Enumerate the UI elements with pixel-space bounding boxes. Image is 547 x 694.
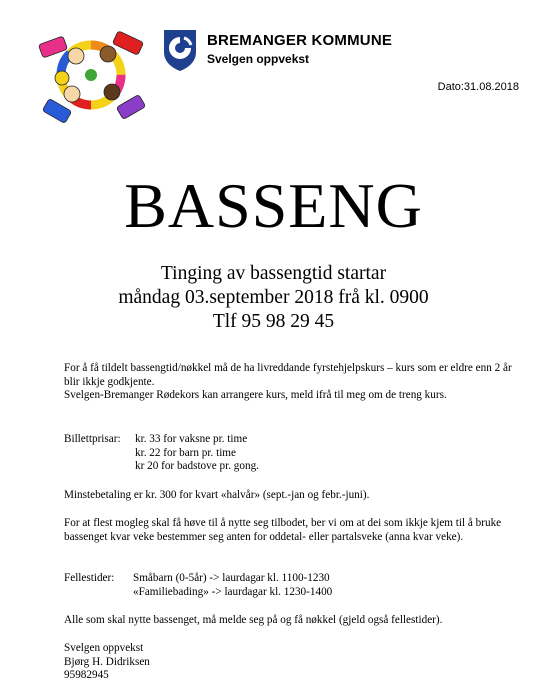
prices-list — [135, 433, 259, 474]
municipal-crest-icon — [162, 28, 198, 72]
intro-course-info: Svelgen-Bremanger Rødekors kan arrangere kurs, meld ifrå til meg om de treng kurs. — [64, 389, 447, 402]
common-times-list — [133, 572, 332, 599]
common-time-item: Småbarn (0-5år) -> laurdagar kl. 1100-1230 — [133, 572, 330, 584]
minimum-payment: Minstebetaling er kr. 300 for kvart «halvår» (sept.-jan og febr.-juni). — [64, 489, 370, 501]
common-time-item: «Familiebading» -> laurdagar kl. 1230-1400 — [133, 585, 333, 598]
signature-name: Bjørg H. Didriksen — [64, 655, 150, 668]
registration-notice: Alle som skal nytte bassenget, må melde seg på og få nøkkel (gjeld også fellestider). — [64, 614, 443, 626]
headline-line: Tinging av bassengtid startar — [160, 263, 387, 284]
headline-line: måndag 03.september 2018 frå kl. 0900 — [118, 287, 429, 308]
common-times-label: Fellestider: — [64, 572, 115, 584]
booking-headline — [0, 262, 547, 334]
week-schedule-info: For at flest mogleg skal få høve til å nytte seg tilbodet, ber vi om at dei som ikkje kjem til å bruke bassenget kvar veke bestemmer seg anten for oddetal- eller partalsveke (anna kvar veke). — [64, 517, 502, 543]
document-date: Dato:31.08.2018 — [437, 81, 519, 93]
children-circle-logo — [32, 20, 150, 130]
price-item: kr. 22 for barn pr. time — [135, 446, 236, 459]
prices-label: Billettprisar: — [64, 433, 121, 445]
signature-phone: 95982945 — [64, 669, 109, 682]
headline-phone: Tlf 95 98 29 45 — [212, 311, 335, 332]
intro-requirement: For å få tildelt bassengtid/nøkkel må de ha livreddande fyrstehjelpskurs – kurs som er eldre enn 2 år blir ikkje godkjente. — [64, 362, 512, 388]
organization-unit: Svelgen oppvekst — [207, 52, 310, 66]
price-item: kr. 33 for vaksne pr. time — [135, 433, 248, 445]
organization-name: BREMANGER KOMMUNE — [207, 32, 393, 49]
signature-block — [64, 642, 150, 683]
price-item: kr 20 for badstove pr. gong. — [135, 460, 259, 473]
intro-paragraph — [64, 362, 520, 403]
page-title: BASSENG — [124, 170, 423, 241]
signature-org: Svelgen oppvekst — [64, 642, 144, 654]
